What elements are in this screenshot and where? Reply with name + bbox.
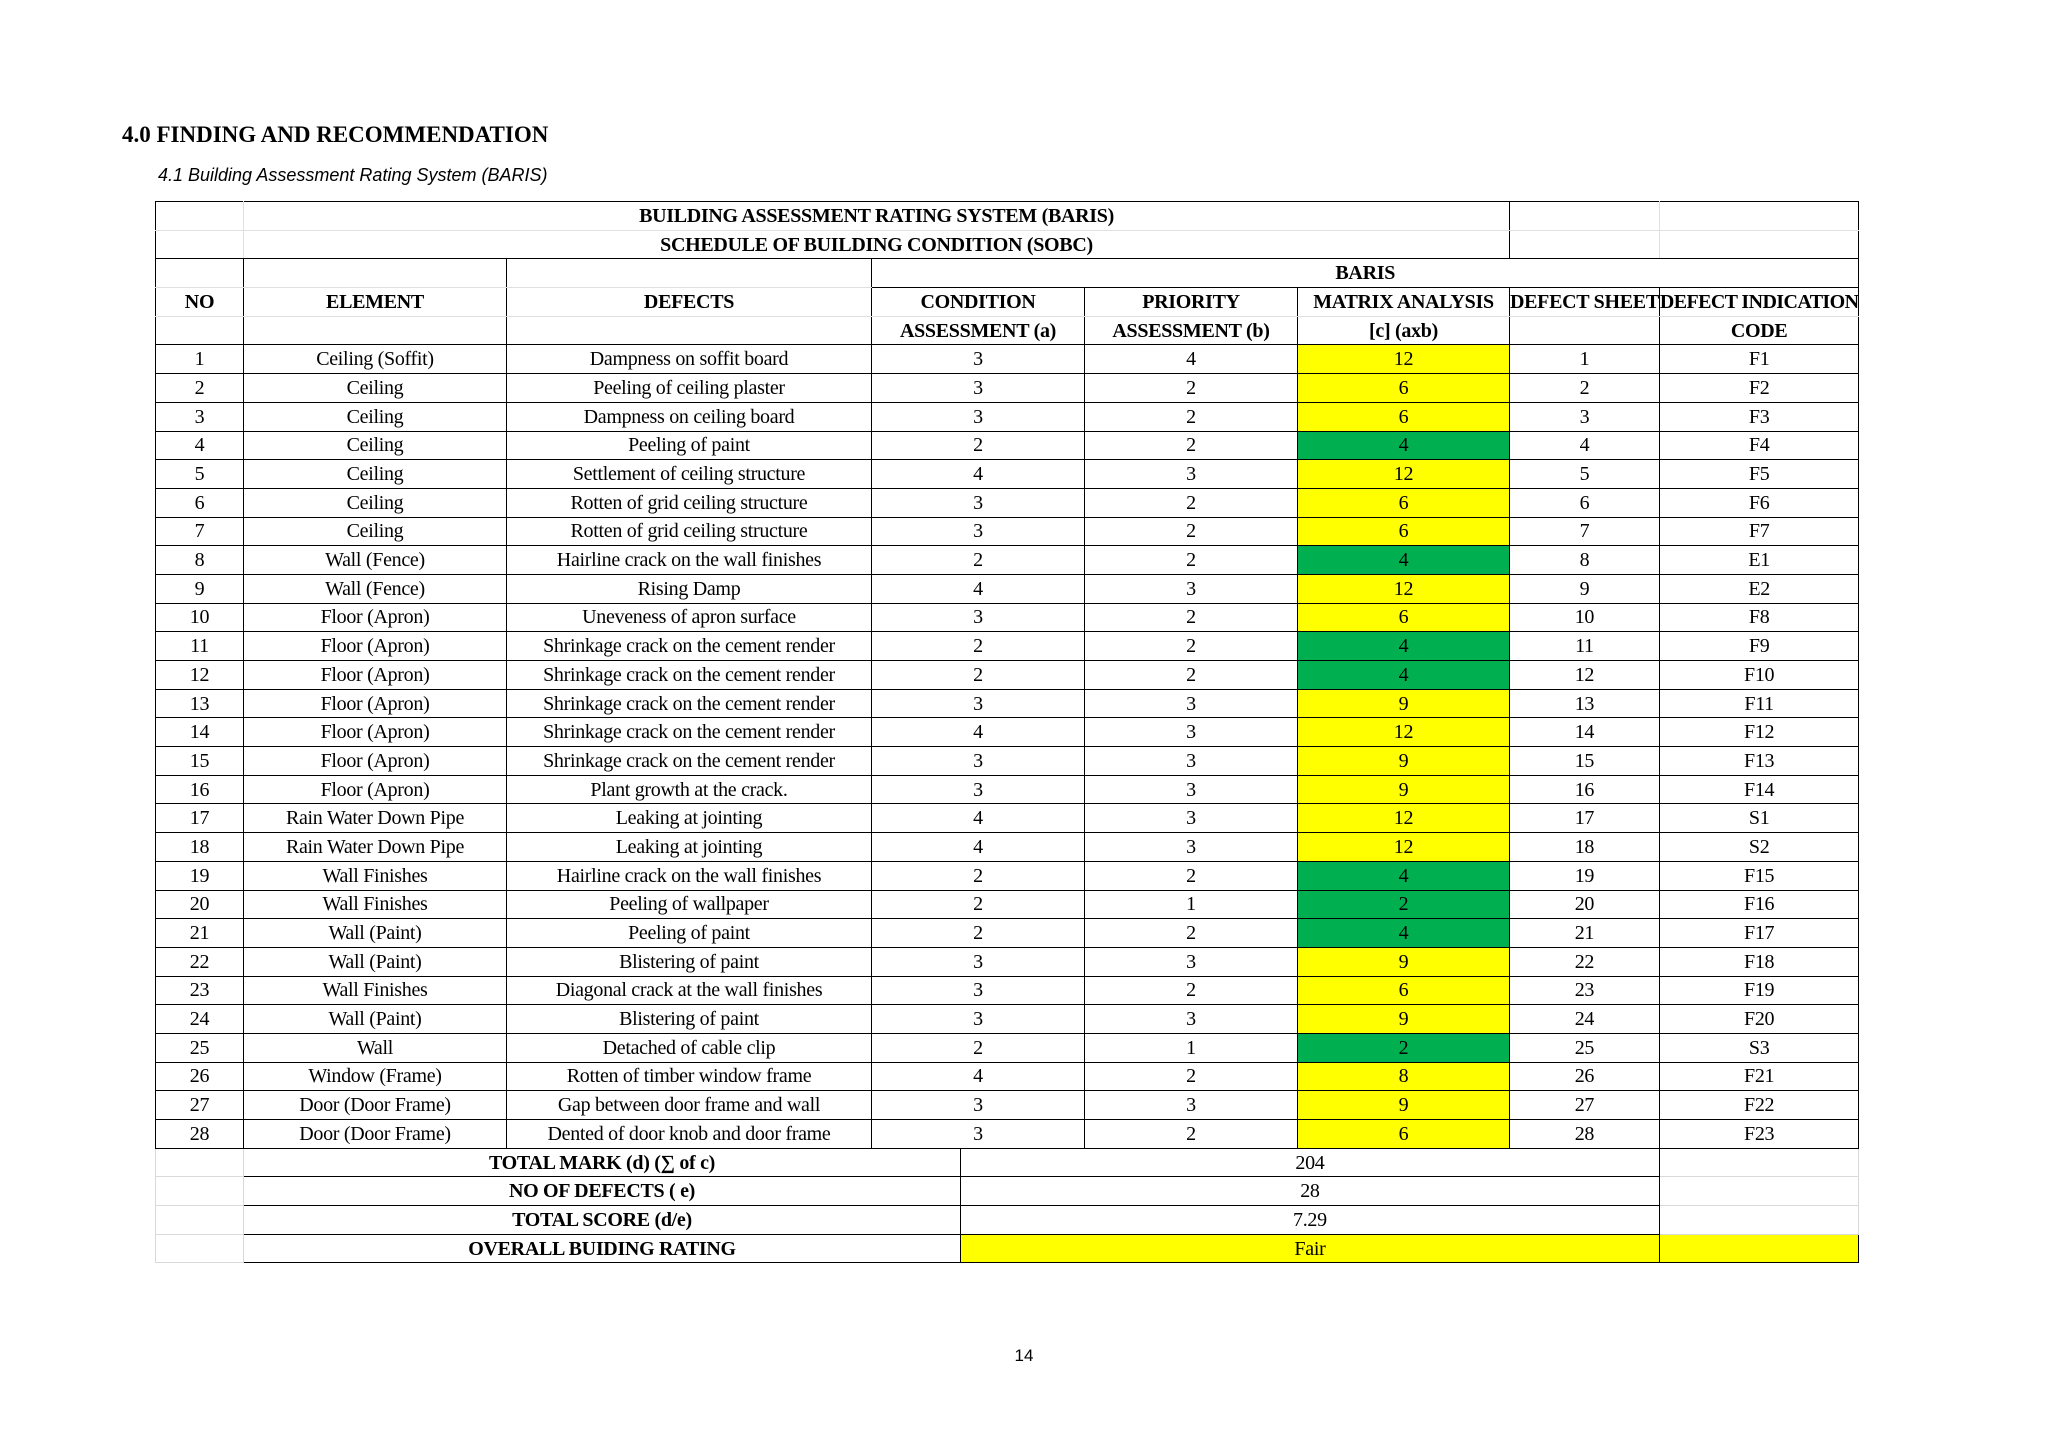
row-defect-sheet: 20 bbox=[1510, 890, 1660, 919]
row-defect: Peeling of paint bbox=[507, 431, 872, 460]
row-priority: 2 bbox=[1085, 374, 1298, 403]
table-row bbox=[156, 431, 1859, 460]
row-defect-code: F13 bbox=[1659, 747, 1859, 776]
row-priority: 3 bbox=[1085, 460, 1298, 489]
row-condition: 3 bbox=[872, 488, 1085, 517]
row-condition: 4 bbox=[872, 833, 1085, 862]
row-element: Floor (Apron) bbox=[244, 689, 507, 718]
table-row bbox=[156, 689, 1859, 718]
row-element: Ceiling bbox=[244, 431, 507, 460]
row-no: 13 bbox=[156, 689, 244, 718]
row-no: 16 bbox=[156, 775, 244, 804]
row-no: 7 bbox=[156, 517, 244, 546]
table-row bbox=[156, 402, 1859, 431]
row-defect: Detached of cable clip bbox=[507, 1033, 872, 1062]
row-element: Ceiling bbox=[244, 460, 507, 489]
table-subtitle: SCHEDULE OF BUILDING CONDITION (SOBC) bbox=[244, 230, 1510, 259]
row-priority: 1 bbox=[1085, 1033, 1298, 1062]
row-no: 1 bbox=[156, 345, 244, 374]
row-condition: 4 bbox=[872, 718, 1085, 747]
summary-label: TOTAL MARK (d) (∑ of c) bbox=[244, 1148, 961, 1177]
row-condition: 2 bbox=[872, 431, 1085, 460]
row-defect-code: F18 bbox=[1659, 947, 1859, 976]
row-defect-sheet: 4 bbox=[1510, 431, 1660, 460]
row-defect-sheet: 19 bbox=[1510, 861, 1660, 890]
baris-group-header: BARIS bbox=[872, 259, 1859, 288]
baris-table bbox=[155, 201, 1859, 1263]
row-priority: 1 bbox=[1085, 890, 1298, 919]
row-matrix: 2 bbox=[1298, 1033, 1510, 1062]
row-no: 2 bbox=[156, 374, 244, 403]
row-defect-sheet: 2 bbox=[1510, 374, 1660, 403]
row-defect: Shrinkage crack on the cement render bbox=[507, 632, 872, 661]
header-code: DEFECT INDICATION bbox=[1659, 288, 1859, 317]
table-row bbox=[156, 574, 1859, 603]
table-row bbox=[156, 345, 1859, 374]
row-defect: Diagonal crack at the wall finishes bbox=[507, 976, 872, 1005]
row-priority: 3 bbox=[1085, 747, 1298, 776]
row-defect-code: F8 bbox=[1659, 603, 1859, 632]
summary-row bbox=[156, 1206, 1859, 1235]
row-condition: 2 bbox=[872, 1033, 1085, 1062]
row-defect: Dented of door knob and door frame bbox=[507, 1120, 872, 1149]
row-condition: 3 bbox=[872, 689, 1085, 718]
row-defect-code: F22 bbox=[1659, 1091, 1859, 1120]
header-priority-sub: ASSESSMENT (b) bbox=[1085, 316, 1298, 345]
row-element: Floor (Apron) bbox=[244, 661, 507, 690]
row-defect-sheet: 1 bbox=[1510, 345, 1660, 374]
row-no: 5 bbox=[156, 460, 244, 489]
row-defect-code: F7 bbox=[1659, 517, 1859, 546]
row-defect-code: F4 bbox=[1659, 431, 1859, 460]
table-row bbox=[156, 804, 1859, 833]
row-matrix: 4 bbox=[1298, 919, 1510, 948]
row-defect-code: S3 bbox=[1659, 1033, 1859, 1062]
table-row bbox=[156, 488, 1859, 517]
row-no: 25 bbox=[156, 1033, 244, 1062]
row-defect-code: F11 bbox=[1659, 689, 1859, 718]
row-condition: 4 bbox=[872, 1062, 1085, 1091]
row-no: 19 bbox=[156, 861, 244, 890]
row-defect-code: F6 bbox=[1659, 488, 1859, 517]
subsection-heading: 4.1 Building Assessment Rating System (BARIS) bbox=[158, 165, 548, 185]
table-row bbox=[156, 775, 1859, 804]
row-defect: Dampness on ceiling board bbox=[507, 402, 872, 431]
row-defect: Hairline crack on the wall finishes bbox=[507, 861, 872, 890]
row-defect: Gap between door frame and wall bbox=[507, 1091, 872, 1120]
row-defect-sheet: 16 bbox=[1510, 775, 1660, 804]
row-element: Floor (Apron) bbox=[244, 632, 507, 661]
row-no: 21 bbox=[156, 919, 244, 948]
row-priority: 3 bbox=[1085, 1005, 1298, 1034]
row-element: Floor (Apron) bbox=[244, 775, 507, 804]
row-element: Wall Finishes bbox=[244, 861, 507, 890]
row-matrix: 6 bbox=[1298, 488, 1510, 517]
row-priority: 2 bbox=[1085, 976, 1298, 1005]
row-matrix: 12 bbox=[1298, 345, 1510, 374]
row-condition: 3 bbox=[872, 1120, 1085, 1149]
row-defect-sheet: 18 bbox=[1510, 833, 1660, 862]
row-defect-code: F21 bbox=[1659, 1062, 1859, 1091]
row-defect-sheet: 28 bbox=[1510, 1120, 1660, 1149]
row-defect: Peeling of paint bbox=[507, 919, 872, 948]
row-defect-sheet: 14 bbox=[1510, 718, 1660, 747]
row-priority: 2 bbox=[1085, 661, 1298, 690]
page-number: 14 bbox=[1014, 1346, 1034, 1365]
row-defect-sheet: 13 bbox=[1510, 689, 1660, 718]
row-defect-sheet: 7 bbox=[1510, 517, 1660, 546]
row-element: Floor (Apron) bbox=[244, 747, 507, 776]
table-row bbox=[156, 718, 1859, 747]
header-priority: PRIORITY bbox=[1085, 288, 1298, 317]
row-defect-code: F15 bbox=[1659, 861, 1859, 890]
row-condition: 3 bbox=[872, 775, 1085, 804]
row-condition: 2 bbox=[872, 890, 1085, 919]
row-condition: 3 bbox=[872, 517, 1085, 546]
row-priority: 3 bbox=[1085, 689, 1298, 718]
row-defect: Blistering of paint bbox=[507, 1005, 872, 1034]
row-condition: 3 bbox=[872, 747, 1085, 776]
row-defect-sheet: 27 bbox=[1510, 1091, 1660, 1120]
row-defect: Uneveness of apron surface bbox=[507, 603, 872, 632]
title-row-2 bbox=[156, 230, 1859, 259]
table-row bbox=[156, 603, 1859, 632]
row-defect-code: E1 bbox=[1659, 546, 1859, 575]
row-matrix: 9 bbox=[1298, 689, 1510, 718]
row-defect-code: F3 bbox=[1659, 402, 1859, 431]
row-defect-code: F17 bbox=[1659, 919, 1859, 948]
row-defect-code: F12 bbox=[1659, 718, 1859, 747]
row-priority: 3 bbox=[1085, 804, 1298, 833]
row-no: 14 bbox=[156, 718, 244, 747]
header-row-2 bbox=[156, 316, 1859, 345]
row-priority: 2 bbox=[1085, 488, 1298, 517]
row-condition: 3 bbox=[872, 1091, 1085, 1120]
summary-label: TOTAL SCORE (d/e) bbox=[244, 1206, 961, 1235]
row-defect-sheet: 5 bbox=[1510, 460, 1660, 489]
table-row bbox=[156, 517, 1859, 546]
row-defect: Rising Damp bbox=[507, 574, 872, 603]
row-no: 23 bbox=[156, 976, 244, 1005]
row-defect: Rotten of grid ceiling structure bbox=[507, 488, 872, 517]
row-element: Wall (Fence) bbox=[244, 546, 507, 575]
row-priority: 2 bbox=[1085, 1062, 1298, 1091]
table-row bbox=[156, 1005, 1859, 1034]
row-no: 12 bbox=[156, 661, 244, 690]
row-defect: Plant growth at the crack. bbox=[507, 775, 872, 804]
row-defect: Shrinkage crack on the cement render bbox=[507, 689, 872, 718]
row-defect-sheet: 22 bbox=[1510, 947, 1660, 976]
row-defect-code: F5 bbox=[1659, 460, 1859, 489]
row-priority: 2 bbox=[1085, 1120, 1298, 1149]
row-no: 26 bbox=[156, 1062, 244, 1091]
table-row bbox=[156, 374, 1859, 403]
row-matrix: 12 bbox=[1298, 718, 1510, 747]
row-no: 10 bbox=[156, 603, 244, 632]
section-heading: 4.0 FINDING AND RECOMMENDATION bbox=[122, 122, 549, 147]
row-no: 8 bbox=[156, 546, 244, 575]
row-matrix: 12 bbox=[1298, 804, 1510, 833]
row-no: 9 bbox=[156, 574, 244, 603]
summary-label: NO OF DEFECTS ( e) bbox=[244, 1177, 961, 1206]
row-condition: 4 bbox=[872, 460, 1085, 489]
table-row bbox=[156, 861, 1859, 890]
row-defect: Hairline crack on the wall finishes bbox=[507, 546, 872, 575]
row-defect-code: F19 bbox=[1659, 976, 1859, 1005]
table-row bbox=[156, 747, 1859, 776]
row-no: 6 bbox=[156, 488, 244, 517]
summary-value: 204 bbox=[961, 1148, 1660, 1177]
row-matrix: 4 bbox=[1298, 661, 1510, 690]
header-row-1 bbox=[156, 288, 1859, 317]
row-priority: 2 bbox=[1085, 632, 1298, 661]
table-row bbox=[156, 833, 1859, 862]
header-defects: DEFECTS bbox=[507, 288, 872, 317]
row-priority: 3 bbox=[1085, 833, 1298, 862]
header-condition-sub: ASSESSMENT (a) bbox=[872, 316, 1085, 345]
row-element: Rain Water Down Pipe bbox=[244, 804, 507, 833]
row-defect-code: F9 bbox=[1659, 632, 1859, 661]
row-matrix: 6 bbox=[1298, 1120, 1510, 1149]
row-defect-sheet: 12 bbox=[1510, 661, 1660, 690]
row-defect-sheet: 17 bbox=[1510, 804, 1660, 833]
row-condition: 2 bbox=[872, 861, 1085, 890]
row-priority: 3 bbox=[1085, 947, 1298, 976]
table-row bbox=[156, 1091, 1859, 1120]
summary-value: 7.29 bbox=[961, 1206, 1660, 1235]
row-defect: Shrinkage crack on the cement render bbox=[507, 661, 872, 690]
row-defect-sheet: 23 bbox=[1510, 976, 1660, 1005]
row-priority: 2 bbox=[1085, 517, 1298, 546]
row-defect-code: F14 bbox=[1659, 775, 1859, 804]
summary-row bbox=[156, 1234, 1859, 1263]
row-condition: 2 bbox=[872, 546, 1085, 575]
row-priority: 2 bbox=[1085, 603, 1298, 632]
row-matrix: 4 bbox=[1298, 861, 1510, 890]
row-element: Window (Frame) bbox=[244, 1062, 507, 1091]
header-code-sub: CODE bbox=[1659, 316, 1859, 345]
row-element: Door (Door Frame) bbox=[244, 1120, 507, 1149]
row-matrix: 9 bbox=[1298, 947, 1510, 976]
row-matrix: 4 bbox=[1298, 546, 1510, 575]
row-condition: 3 bbox=[872, 1005, 1085, 1034]
row-no: 3 bbox=[156, 402, 244, 431]
row-matrix: 6 bbox=[1298, 603, 1510, 632]
baris-table-container bbox=[155, 201, 1859, 1263]
row-matrix: 2 bbox=[1298, 890, 1510, 919]
row-condition: 2 bbox=[872, 632, 1085, 661]
row-defect-code: S1 bbox=[1659, 804, 1859, 833]
row-no: 17 bbox=[156, 804, 244, 833]
row-matrix: 8 bbox=[1298, 1062, 1510, 1091]
header-row-baris bbox=[156, 259, 1859, 288]
table-title: BUILDING ASSESSMENT RATING SYSTEM (BARIS) bbox=[244, 202, 1510, 231]
row-priority: 4 bbox=[1085, 345, 1298, 374]
row-defect-sheet: 10 bbox=[1510, 603, 1660, 632]
row-defect: Leaking at jointing bbox=[507, 833, 872, 862]
row-matrix: 4 bbox=[1298, 431, 1510, 460]
row-defect: Peeling of wallpaper bbox=[507, 890, 872, 919]
row-element: Wall Finishes bbox=[244, 890, 507, 919]
row-defect-code: F20 bbox=[1659, 1005, 1859, 1034]
row-matrix: 12 bbox=[1298, 574, 1510, 603]
row-defect-sheet: 21 bbox=[1510, 919, 1660, 948]
row-no: 28 bbox=[156, 1120, 244, 1149]
summary-label: OVERALL BUIDING RATING bbox=[244, 1234, 961, 1263]
table-row bbox=[156, 1062, 1859, 1091]
row-element: Wall (Fence) bbox=[244, 574, 507, 603]
row-defect-code: F2 bbox=[1659, 374, 1859, 403]
row-defect: Peeling of ceiling plaster bbox=[507, 374, 872, 403]
row-no: 27 bbox=[156, 1091, 244, 1120]
row-element: Ceiling (Soffit) bbox=[244, 345, 507, 374]
row-element: Ceiling bbox=[244, 374, 507, 403]
row-condition: 4 bbox=[872, 804, 1085, 833]
row-defect-sheet: 26 bbox=[1510, 1062, 1660, 1091]
row-defect-sheet: 8 bbox=[1510, 546, 1660, 575]
row-element: Wall (Paint) bbox=[244, 1005, 507, 1034]
header-no: NO bbox=[156, 288, 244, 317]
table-row bbox=[156, 890, 1859, 919]
table-row bbox=[156, 1033, 1859, 1062]
row-element: Ceiling bbox=[244, 402, 507, 431]
row-element: Door (Door Frame) bbox=[244, 1091, 507, 1120]
row-defect-code: S2 bbox=[1659, 833, 1859, 862]
row-defect: Blistering of paint bbox=[507, 947, 872, 976]
row-matrix: 9 bbox=[1298, 1091, 1510, 1120]
row-no: 22 bbox=[156, 947, 244, 976]
row-element: Ceiling bbox=[244, 488, 507, 517]
row-defect: Rotten of timber window frame bbox=[507, 1062, 872, 1091]
row-element: Wall (Paint) bbox=[244, 919, 507, 948]
row-defect-sheet: 6 bbox=[1510, 488, 1660, 517]
summary-value: Fair bbox=[961, 1234, 1660, 1263]
row-matrix: 6 bbox=[1298, 976, 1510, 1005]
row-no: 15 bbox=[156, 747, 244, 776]
header-matrix-sub: [c] (axb) bbox=[1298, 316, 1510, 345]
row-matrix: 6 bbox=[1298, 517, 1510, 546]
row-element: Rain Water Down Pipe bbox=[244, 833, 507, 862]
table-row bbox=[156, 460, 1859, 489]
row-matrix: 12 bbox=[1298, 833, 1510, 862]
row-element: Ceiling bbox=[244, 517, 507, 546]
row-condition: 2 bbox=[872, 919, 1085, 948]
row-defect-sheet: 15 bbox=[1510, 747, 1660, 776]
row-matrix: 6 bbox=[1298, 402, 1510, 431]
row-defect-code: F10 bbox=[1659, 661, 1859, 690]
table-row bbox=[156, 661, 1859, 690]
row-priority: 3 bbox=[1085, 574, 1298, 603]
row-condition: 3 bbox=[872, 976, 1085, 1005]
title-row-1 bbox=[156, 202, 1859, 231]
row-priority: 2 bbox=[1085, 402, 1298, 431]
row-element: Wall bbox=[244, 1033, 507, 1062]
row-element: Wall (Paint) bbox=[244, 947, 507, 976]
row-defect-sheet: 11 bbox=[1510, 632, 1660, 661]
row-condition: 3 bbox=[872, 603, 1085, 632]
table-row bbox=[156, 632, 1859, 661]
row-defect: Shrinkage crack on the cement render bbox=[507, 747, 872, 776]
row-no: 4 bbox=[156, 431, 244, 460]
row-condition: 3 bbox=[872, 374, 1085, 403]
row-priority: 3 bbox=[1085, 775, 1298, 804]
table-row bbox=[156, 976, 1859, 1005]
row-defect-code: E2 bbox=[1659, 574, 1859, 603]
row-priority: 2 bbox=[1085, 431, 1298, 460]
row-priority: 2 bbox=[1085, 919, 1298, 948]
row-defect: Rotten of grid ceiling structure bbox=[507, 517, 872, 546]
row-priority: 3 bbox=[1085, 718, 1298, 747]
row-defect-sheet: 9 bbox=[1510, 574, 1660, 603]
table-row bbox=[156, 919, 1859, 948]
row-defect: Settlement of ceiling structure bbox=[507, 460, 872, 489]
row-priority: 3 bbox=[1085, 1091, 1298, 1120]
row-condition: 3 bbox=[872, 345, 1085, 374]
row-no: 18 bbox=[156, 833, 244, 862]
summary-value: 28 bbox=[961, 1177, 1660, 1206]
row-defect-code: F23 bbox=[1659, 1120, 1859, 1149]
header-element: ELEMENT bbox=[244, 288, 507, 317]
row-priority: 2 bbox=[1085, 546, 1298, 575]
row-element: Wall Finishes bbox=[244, 976, 507, 1005]
row-matrix: 12 bbox=[1298, 460, 1510, 489]
row-no: 20 bbox=[156, 890, 244, 919]
summary-row bbox=[156, 1148, 1859, 1177]
header-matrix: MATRIX ANALYSIS bbox=[1298, 288, 1510, 317]
header-sheet: DEFECT SHEET bbox=[1510, 288, 1660, 317]
row-matrix: 6 bbox=[1298, 374, 1510, 403]
row-matrix: 9 bbox=[1298, 747, 1510, 776]
row-defect: Leaking at jointing bbox=[507, 804, 872, 833]
row-no: 11 bbox=[156, 632, 244, 661]
table-row bbox=[156, 546, 1859, 575]
summary-row bbox=[156, 1177, 1859, 1206]
row-defect-sheet: 25 bbox=[1510, 1033, 1660, 1062]
row-matrix: 9 bbox=[1298, 1005, 1510, 1034]
table-row bbox=[156, 947, 1859, 976]
row-priority: 2 bbox=[1085, 861, 1298, 890]
row-matrix: 4 bbox=[1298, 632, 1510, 661]
table-row bbox=[156, 1120, 1859, 1149]
row-defect-code: F1 bbox=[1659, 345, 1859, 374]
row-defect-code: F16 bbox=[1659, 890, 1859, 919]
row-defect: Dampness on soffit board bbox=[507, 345, 872, 374]
row-condition: 2 bbox=[872, 661, 1085, 690]
row-condition: 4 bbox=[872, 574, 1085, 603]
row-element: Floor (Apron) bbox=[244, 603, 507, 632]
header-condition: CONDITION bbox=[872, 288, 1085, 317]
row-defect-sheet: 24 bbox=[1510, 1005, 1660, 1034]
row-no: 24 bbox=[156, 1005, 244, 1034]
row-condition: 3 bbox=[872, 402, 1085, 431]
row-defect: Shrinkage crack on the cement render bbox=[507, 718, 872, 747]
row-element: Floor (Apron) bbox=[244, 718, 507, 747]
row-condition: 3 bbox=[872, 947, 1085, 976]
row-defect-sheet: 3 bbox=[1510, 402, 1660, 431]
row-matrix: 9 bbox=[1298, 775, 1510, 804]
